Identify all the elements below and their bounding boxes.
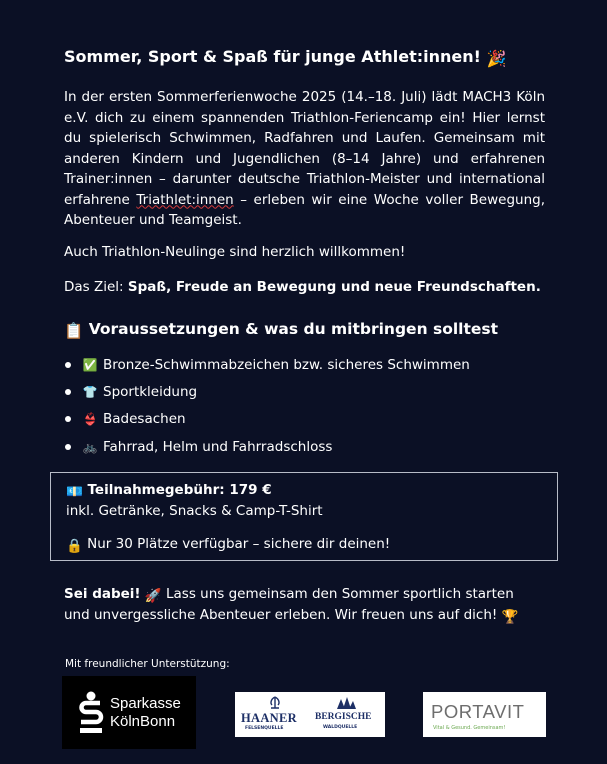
sparkasse-name	[110, 695, 181, 731]
rocket-icon: 🚀	[144, 588, 162, 604]
lock-icon: 🔒	[66, 538, 83, 554]
spellcheck-flagged-word: Triathlet:innen	[136, 191, 234, 208]
fee-title-text: Teilnahmegebühr: 179 €	[87, 482, 272, 498]
closing-line-2: und unvergessliche Abenteuer erleben. Wir freuen uns auf dich!	[64, 607, 498, 623]
intro-text-end: – erleben wir eine Woche voller Bewegung, Abenteuer und Teamgeist.	[64, 191, 545, 228]
portavit-logo	[423, 692, 546, 737]
intro-paragraph	[64, 87, 545, 231]
closing-line-1: Lass uns gemeinsam den Sommer sportlich starten	[166, 586, 514, 602]
goal-label: Das Ziel:	[64, 279, 128, 295]
spots-limit	[66, 536, 390, 554]
list-item	[64, 378, 470, 405]
t-shirt-icon: 👕	[82, 384, 98, 399]
bergische-sub: WALDQUELLE	[323, 725, 358, 730]
bergische-name: BERGISCHE	[315, 712, 372, 722]
goal-text	[64, 279, 541, 295]
haaner-name: HAANER	[241, 711, 297, 725]
list-item-label: Fahrrad, Helm und Fahrradschloss	[103, 438, 333, 455]
bullet-icon	[65, 444, 71, 450]
sparkasse-line-2: KölnBonn	[110, 712, 176, 730]
closing-bold: Sei dabei!	[64, 586, 141, 602]
goal-value: Spaß, Freude an Bewegung und neue Freundschaften.	[127, 279, 541, 295]
fee-includes: inkl. Getränke, Snacks & Camp-T-Shirt	[66, 503, 323, 519]
requirements-title: Voraussetzungen & was du mitbringen solltest	[88, 320, 499, 338]
party-popper-icon: 🎉	[486, 49, 507, 68]
clipboard-icon: 📋	[64, 322, 84, 340]
fountain-icon	[267, 696, 283, 710]
fee-title	[66, 482, 272, 500]
newcomers-text: Auch Triathlon-Neulinge sind herzlich willkommen!	[64, 244, 406, 260]
sparkasse-s-icon	[78, 691, 104, 735]
list-item	[64, 351, 470, 378]
spots-limit-text: Nur 30 Plätze verfügbar – sichere dir deinen!	[87, 536, 391, 552]
swimsuit-icon: 👙	[82, 412, 98, 427]
bullet-icon	[65, 416, 71, 422]
requirements-list	[64, 351, 470, 460]
list-item-label: Badesachen	[103, 411, 186, 428]
support-label: Mit freundlicher Unterstützung:	[65, 658, 230, 670]
trophy-icon: 🏆	[501, 609, 519, 625]
sparkasse-logo	[62, 676, 196, 749]
page-title	[64, 47, 506, 68]
title-text: Sommer, Sport & Spaß für junge Athlet:innen!	[64, 47, 481, 66]
intro-text-start: In der ersten Sommerferienwoche 2025 (14.–18. Juli) lädt MACH3 Köln e.V. dich zu einem spannenden Triathlon-Feriencamp ein! Hier lernst du spielerisch Schwimmen, Radfahren und Laufen. Gemeinsam mit anderen Kindern und Jugendlichen (8–14 Jahre) und erfahrenen Trainer:innen – darunter deutsche Triathlon-Meister und international erfahrene	[64, 89, 545, 208]
portavit-name: PORTAVIT	[431, 701, 525, 722]
sparkasse-line-1: Sparkasse	[110, 694, 181, 712]
haaner-sub: FELSENQUELLE	[245, 726, 284, 731]
bullet-icon	[65, 362, 71, 368]
forest-icon	[335, 696, 357, 710]
check-mark-icon: ✅	[82, 357, 98, 372]
portavit-tagline: Vital & Gesund. Gemeinsam!	[433, 725, 506, 731]
requirements-heading	[64, 320, 498, 340]
list-item	[64, 406, 470, 433]
fee-box	[50, 472, 558, 561]
bicycle-icon: 🚲	[82, 439, 98, 454]
closing-paragraph	[64, 585, 518, 627]
list-item	[64, 433, 470, 460]
haaner-bergische-logo	[235, 692, 385, 737]
bullet-icon	[65, 389, 71, 395]
money-icon: 💶	[66, 484, 83, 500]
list-item-label: Sportkleidung	[103, 383, 198, 400]
list-item-label: Bronze-Schwimmabzeichen bzw. sicheres Schwimmen	[103, 356, 470, 373]
